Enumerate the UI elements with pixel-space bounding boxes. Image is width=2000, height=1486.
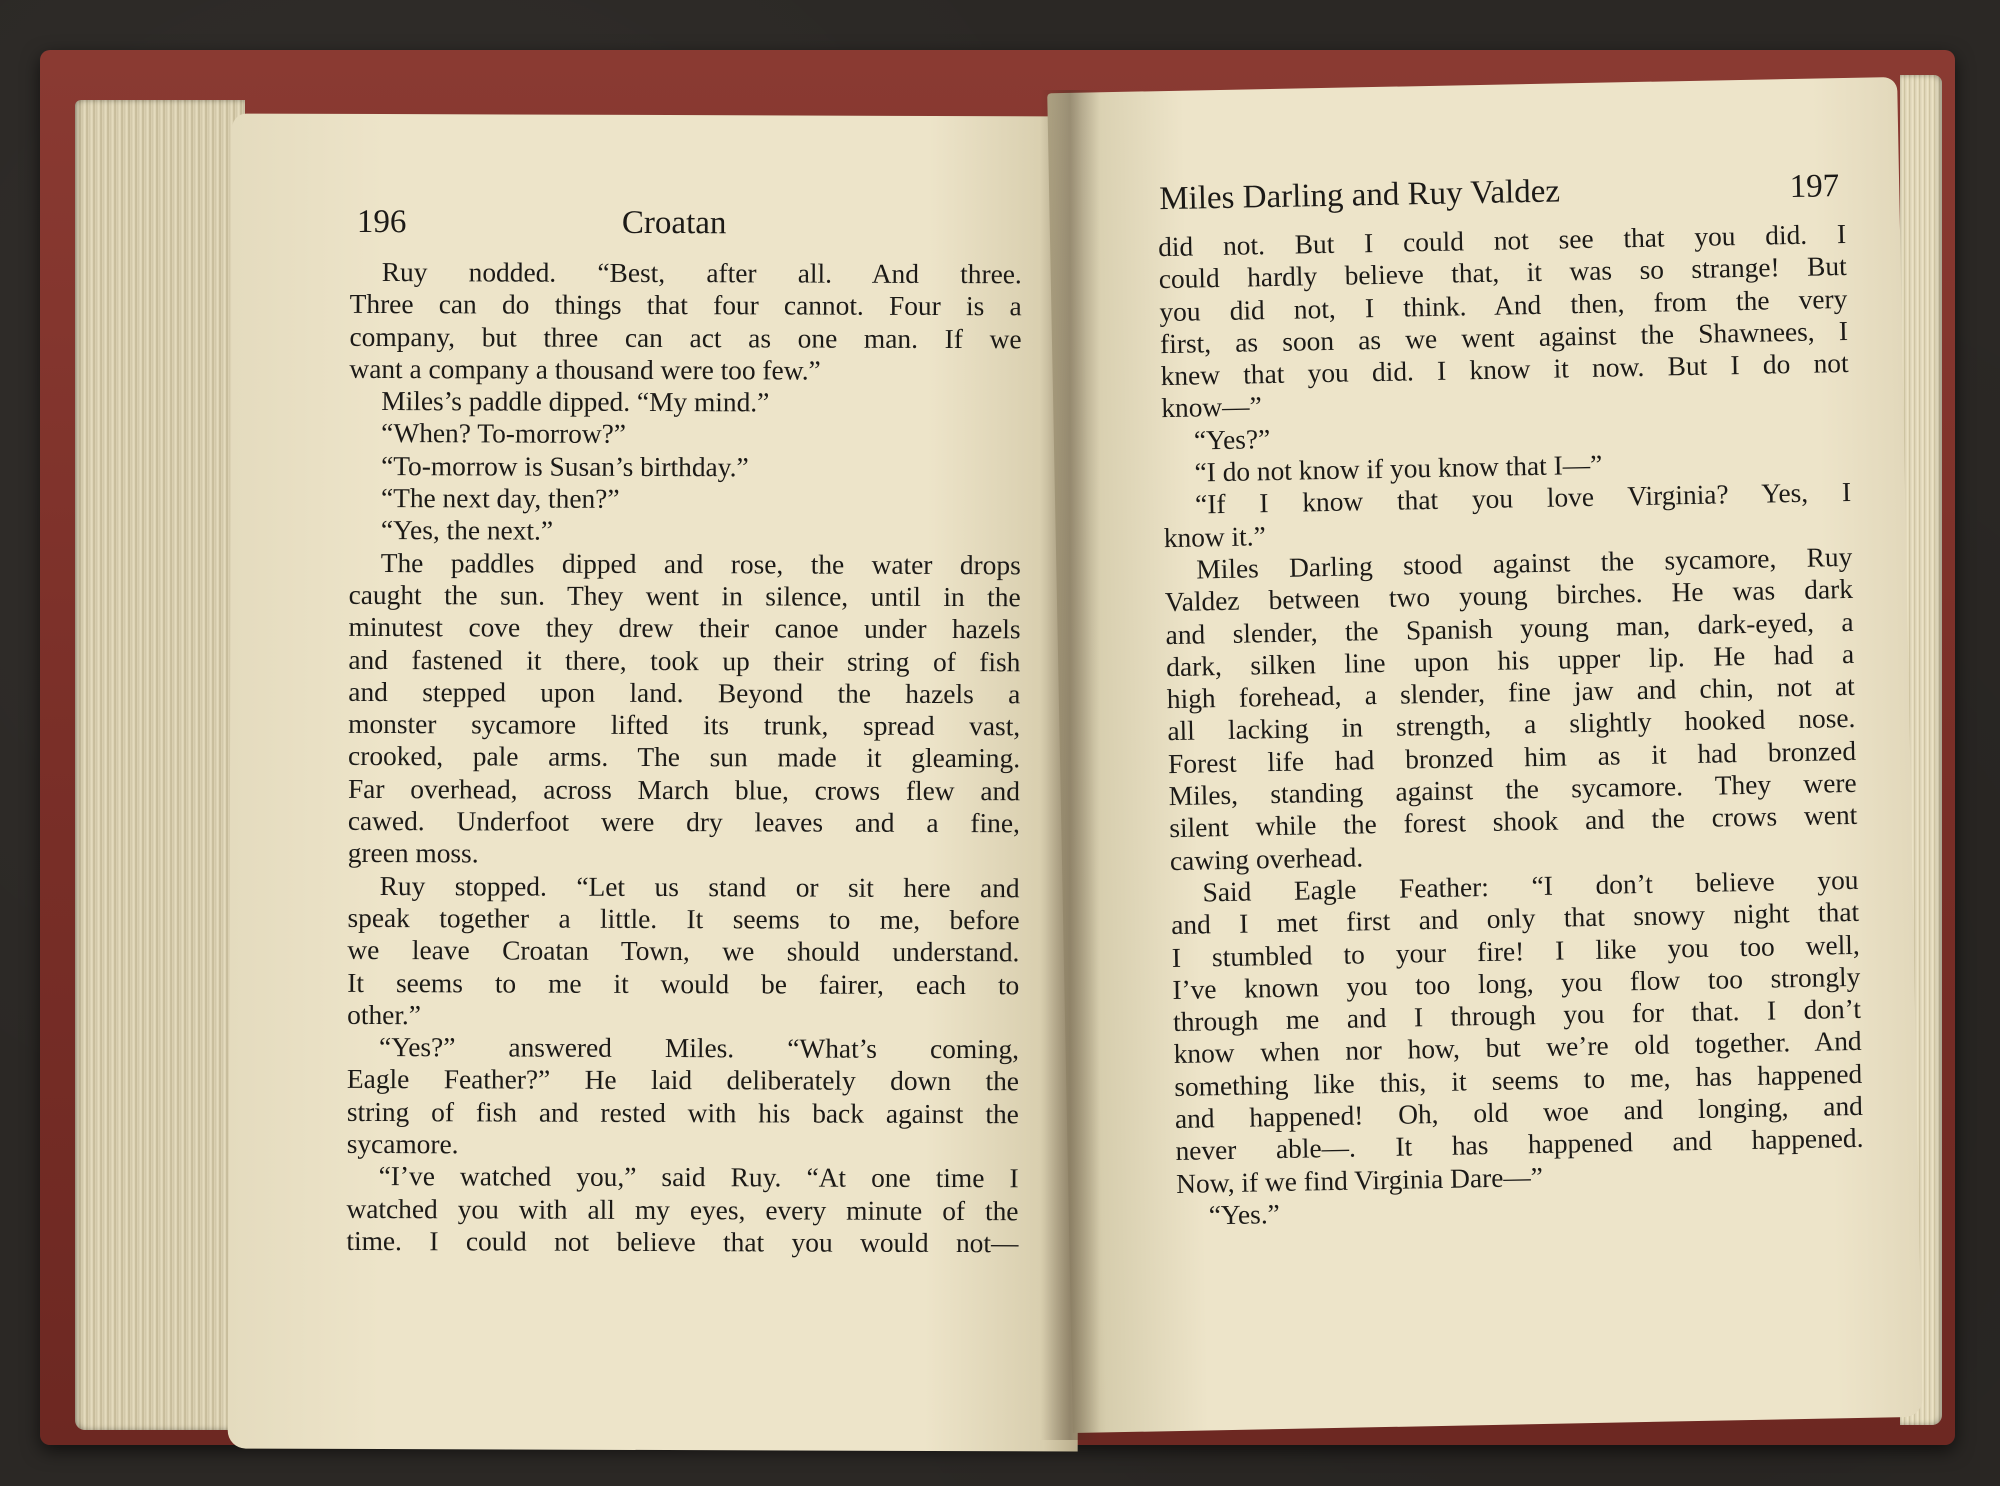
text-line: company, but three can act as one man. If we: [349, 321, 1022, 354]
text-line: something like this, it seems to me, has happened: [1174, 1058, 1863, 1102]
text-line: first, as soon as we went against the Shawnees, I: [1159, 315, 1849, 360]
text-line: Miles Darling stood against the sycamore, Ruy: [1196, 541, 1853, 585]
text-line: “Yes, the next.”: [380, 515, 554, 547]
text-line: caught the sun. They went in silence, until in the: [348, 579, 1021, 613]
text-line: knew that you did. I know it now. But I do not: [1160, 348, 1849, 392]
text-line: know—”: [1161, 391, 1262, 424]
text-line: Miles, standing against the sycamore. They were: [1168, 767, 1857, 812]
text-line: did not. But I could not see that you did. I: [1157, 218, 1847, 263]
text-line: It seems to me it would be fairer, each to: [347, 967, 1020, 1000]
text-line: we leave Croatan Town, we should understand.: [347, 935, 1020, 968]
left-running-head: [357, 204, 1012, 248]
text-line: could hardly believe that, it was so strange! But: [1158, 251, 1847, 295]
text-line: crooked, pale arms. The sun made it gleaming.: [348, 741, 1021, 774]
text-line: monster sycamore lifted its trunk, spread vast,: [348, 709, 1021, 742]
text-line: “I’ve watched you,” said Ruy. “At one time I: [378, 1161, 1019, 1194]
left-page-edges: [75, 100, 245, 1430]
text-line: through me and I through you for that. I don’t: [1172, 993, 1862, 1038]
text-line: “Yes?”: [1193, 423, 1271, 456]
text-line: Said Eagle Feather: “I don’t believe you: [1202, 864, 1859, 908]
right-running-head: [1159, 168, 1840, 223]
text-line: Miles’s paddle dipped. “My mind.”: [381, 386, 770, 418]
text-line: Ruy nodded. “Best, after all. And three.: [381, 257, 1022, 290]
text-line: dark, silken line upon his upper lip. He had a: [1165, 638, 1855, 682]
left-running-title: Croatan: [621, 204, 727, 242]
right-page: [1047, 77, 1923, 1433]
text-line: Eagle Feather?” He laid deliberately down the: [346, 1064, 1020, 1097]
text-line: never able—. It has happened and happened.: [1175, 1123, 1864, 1167]
text-line: “If I know that you love Virginia? Yes, I: [1194, 477, 1852, 520]
text-line: and fastened it there, took up their string of fish: [348, 644, 1021, 677]
text-line: green moss.: [347, 838, 479, 869]
text-line: silent while the forest shook and the crows went: [1169, 800, 1858, 844]
right-page-text: [1158, 218, 1865, 1232]
text-line: all lacking in strength, a slightly hooked nose.: [1167, 703, 1856, 747]
text-line: Now, if we find Virginia Dare—”: [1175, 1161, 1544, 1199]
text-line: “I do not know if you know that I—”: [1194, 449, 1603, 488]
text-line: know it.”: [1163, 520, 1266, 553]
text-line: “Yes?” answered Miles. “What’s coming,: [379, 1032, 1020, 1065]
text-line: other.”: [347, 999, 422, 1031]
text-line: “Yes.”: [1208, 1198, 1281, 1231]
text-line: The paddles dipped and rose, the water drops: [380, 547, 1021, 580]
text-line: watched you with all my eyes, every minute of the: [346, 1193, 1019, 1226]
text-line: and slender, the Spanish young man, dark-eyed, a: [1165, 606, 1854, 650]
text-line: Far overhead, across March blue, crows flew and: [347, 773, 1021, 807]
text-line: string of fish and rested with his back against the: [346, 1096, 1019, 1129]
text-line: Valdez between two young birches. He was dark: [1164, 574, 1854, 618]
text-line: I’ve known you too long, you flow too strongly: [1172, 961, 1861, 1005]
left-page-text: [346, 256, 1021, 1260]
text-line: want a company a thousand were too few.”: [349, 353, 821, 386]
text-line: know when nor how, but we’re old together. And: [1173, 1026, 1862, 1070]
text-line: “To-morrow is Susan’s birthday.”: [381, 450, 749, 483]
text-line: I stumbled to your fire! I like you too well,: [1171, 929, 1860, 973]
text-line: “When? To-morrow?”: [381, 418, 627, 450]
left-page: [228, 114, 1083, 1452]
right-page-number: 197: [1789, 168, 1840, 206]
text-line: cawing overhead.: [1169, 842, 1364, 876]
right-running-title: Miles Darling and Ruy Valdez: [1158, 173, 1561, 218]
text-line: sycamore.: [346, 1128, 459, 1160]
text-line: Three can do things that four cannot. Four is a: [349, 289, 1022, 322]
text-line: time. I could not believe that you would not—: [346, 1225, 1019, 1259]
text-line: Forest life had bronzed him as it had bronzed: [1167, 735, 1857, 779]
text-line: speak together a little. It seems to me, before: [347, 902, 1020, 936]
text-line: Ruy stopped. “Let us stand or sit here and: [379, 870, 1020, 903]
text-line: and I met first and only that snowy night that: [1170, 897, 1860, 941]
left-page-number: 196: [356, 203, 407, 241]
text-line: “The next day, then?”: [380, 483, 620, 514]
text-line: minutest cove they drew their canoe under hazels: [348, 612, 1021, 645]
text-line: high forehead, a slender, fine jaw and chin, not at: [1166, 671, 1856, 715]
text-line: cawed. Underfoot were dry leaves and a fine,: [347, 805, 1020, 839]
text-line: and stepped upon land. Beyond the hazels a: [348, 676, 1021, 710]
text-line: and happened! Oh, old woe and longing, and: [1174, 1090, 1864, 1135]
text-line: you did not, I think. And then, from the very: [1159, 283, 1848, 327]
